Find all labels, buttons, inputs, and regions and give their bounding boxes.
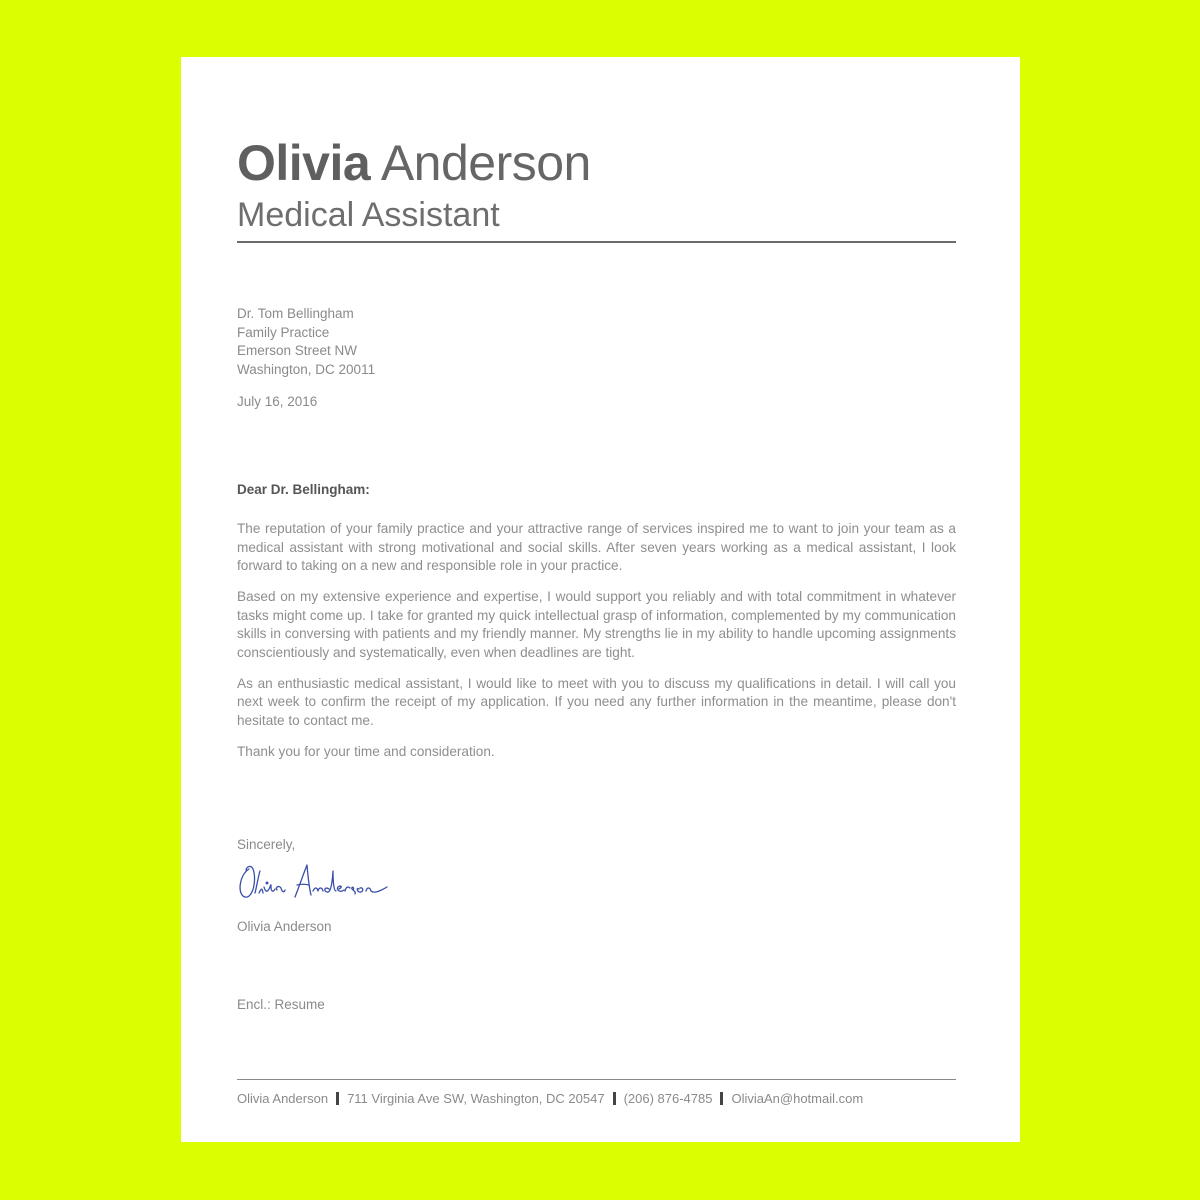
recipient-address: [237, 305, 375, 379]
enclosure-note: Encl.: Resume: [237, 997, 325, 1012]
salutation: Dear Dr. Bellingham:: [237, 482, 370, 497]
footer-separator: [720, 1092, 723, 1105]
body-paragraph: As an enthusiastic medical assistant, I would like to meet with you to discuss my qualifications in detail. I will call you next week to confirm the receipt of my application. If you need any further information in the meantime, please don't hesitate to contact me.: [237, 675, 956, 728]
applicant-name: [237, 135, 591, 191]
recipient-organization: Family Practice: [237, 324, 330, 340]
body-paragraph: Based on my extensive experience and expertise, I would support you reliably and with total commitment in whatever tasks might come up. I take for granted my quick intellectual grasp of information, complemented by my communication skills in conversing with patients and my friendly manner. My strengths lie in my ability to handle upcoming assignments conscientiously and systematically, even when deadlines are tight.: [237, 589, 956, 660]
footer-name: Olivia Anderson: [237, 1091, 329, 1106]
contact-footer: [237, 1091, 956, 1106]
recipient-name: Dr. Tom Bellingham: [237, 306, 354, 321]
header-divider: [237, 241, 956, 243]
footer-divider: [237, 1079, 956, 1080]
signed-name: Olivia Anderson: [237, 919, 332, 934]
body-paragraph: The reputation of your family practice and your attractive range of services inspired me to want to join your team as a medical assistant with strong motivational and social skills. After seven years working as a medical assistant, I look forward to taking on a new and responsible role in your practice.: [237, 521, 956, 573]
recipient-city: Washington, DC 20011: [237, 361, 376, 377]
letter-date: July 16, 2016: [237, 394, 318, 409]
letter-body: [237, 520, 956, 774]
letter-page: [181, 57, 1020, 1142]
recipient-street: Emerson Street NW: [237, 343, 358, 359]
closing: Sincerely,: [237, 837, 296, 852]
footer-phone: (206) 876-4785: [623, 1091, 713, 1106]
handwritten-signature: [237, 857, 397, 907]
job-title: Medical Assistant: [237, 196, 500, 234]
body-paragraph: Thank you for your time and consideration.: [237, 743, 495, 759]
footer-separator: [613, 1092, 616, 1105]
applicant-last-name: Anderson: [380, 135, 591, 191]
footer-address: 711 Virginia Ave SW, Washington, DC 20547: [347, 1091, 605, 1106]
applicant-first-name: Olivia: [237, 135, 371, 191]
footer-email: OliviaAn@hotmail.com: [731, 1091, 864, 1106]
footer-separator: [336, 1092, 339, 1105]
